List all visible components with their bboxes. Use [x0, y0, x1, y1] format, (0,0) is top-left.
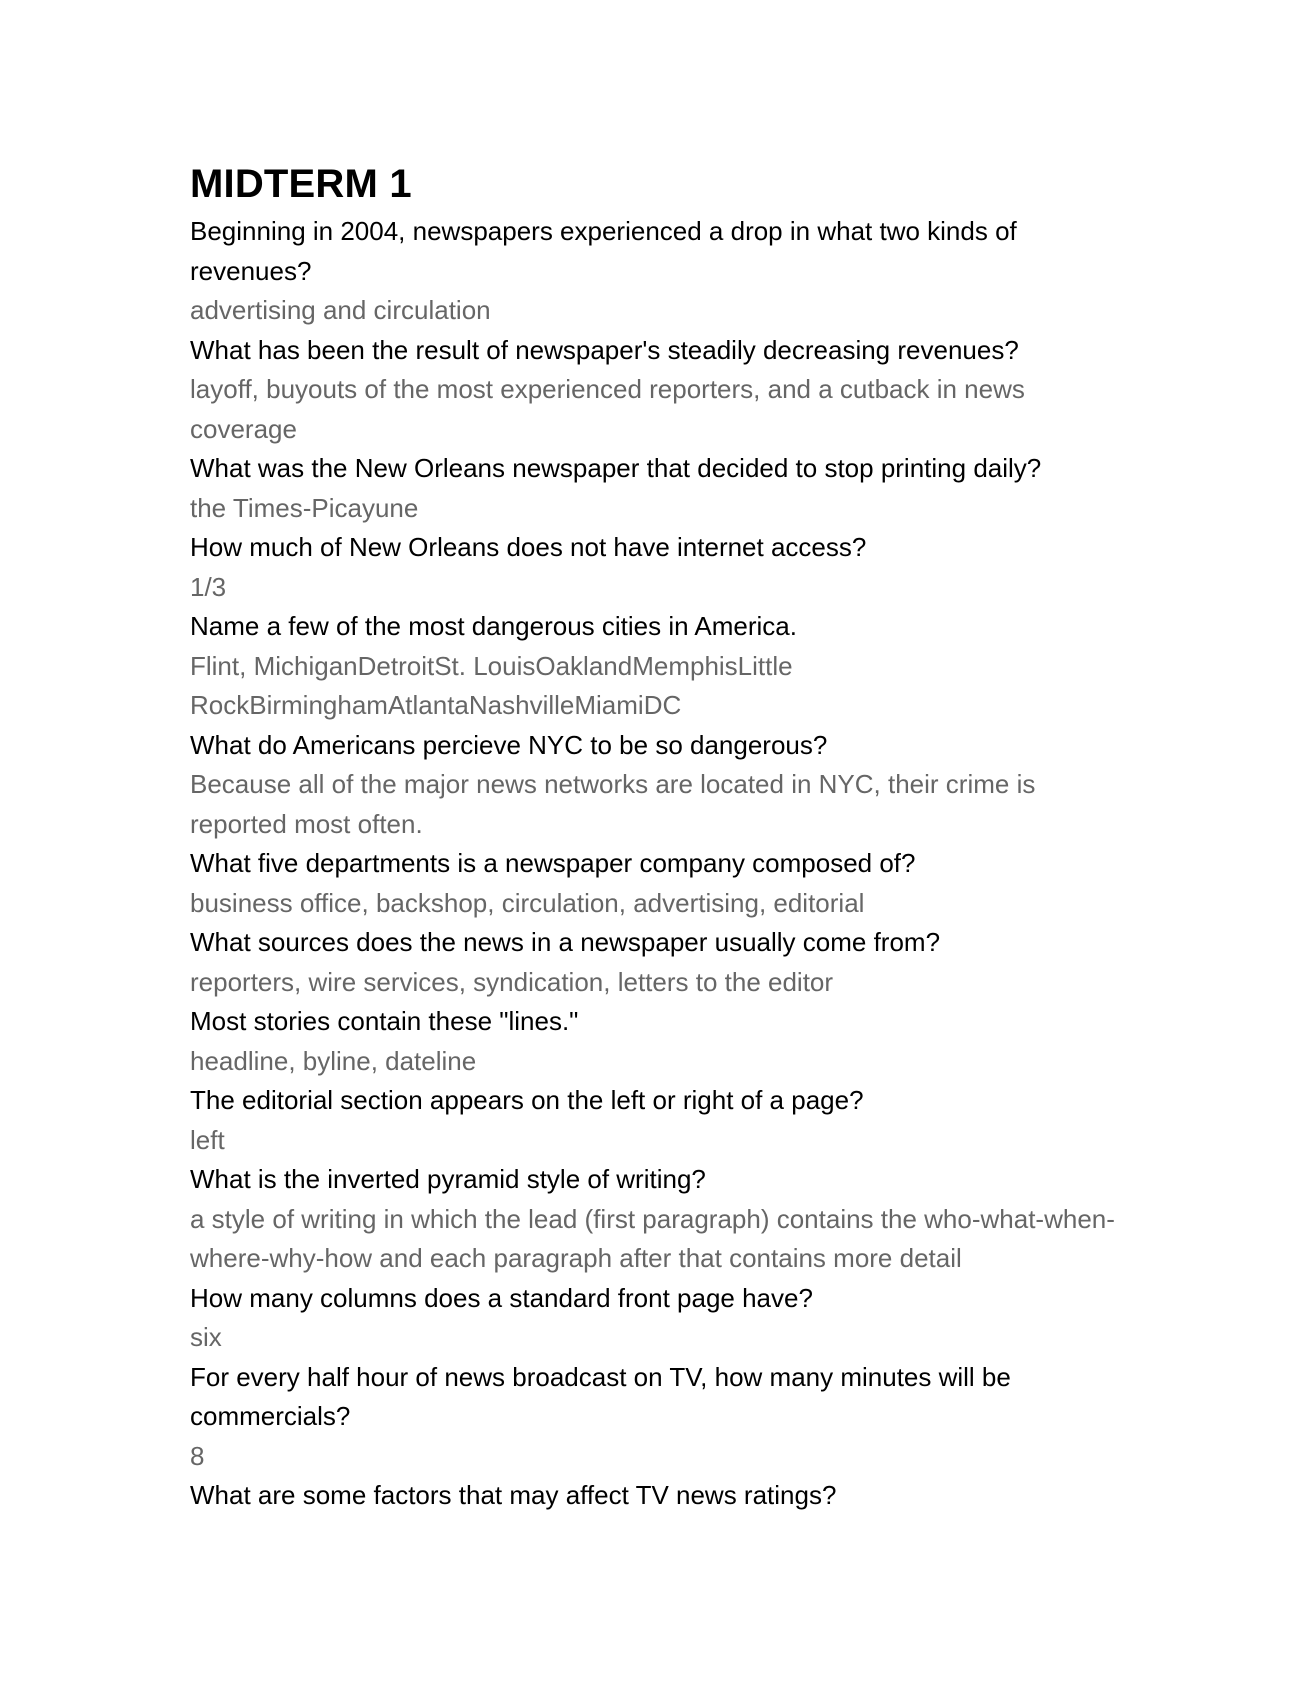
answer-text: headline, byline, dateline [190, 1045, 477, 1076]
answer-text: layoff, buyouts of the most experienced reporters, and a cutback in news coverage [190, 374, 1025, 444]
document-page [190, 160, 1130, 1516]
answer-text: a style of writing in which the lead (first paragraph) contains the who-what-when-where-why-how and each paragraph after that contains more detail [190, 1203, 1115, 1273]
question-text: What was the New Orleans newspaper that decided to stop printing daily? [190, 453, 1042, 483]
question-text: Most stories contain these "lines." [190, 1006, 579, 1036]
question-text: The editorial section appears on the left or right of a page? [190, 1085, 864, 1115]
question-text: What do Americans percieve NYC to be so dangerous? [190, 729, 828, 760]
answer-text: six [190, 1322, 222, 1352]
answer-text: Because all of the major news networks are located in NYC, their crime is reported most often. [190, 769, 1036, 839]
question-text: Name a few of the most dangerous cities in America. [190, 611, 797, 641]
answer-text: 8 [190, 1440, 205, 1471]
answer-text: reporters, wire services, syndication, letters to the editor [190, 966, 834, 997]
answer-text: left [190, 1124, 225, 1155]
question-text: What five departments is a newspaper company composed of? [190, 848, 916, 878]
answer-text: business office, backshop, circulation, advertising, editorial [190, 887, 865, 918]
question-text: Beginning in 2004, newspapers experienced a drop in what two kinds of revenues? [190, 216, 1017, 286]
answer-text: the Times-Picayune [190, 492, 419, 523]
answer-text: 1/3 [190, 571, 227, 602]
question-text: What sources does the news in a newspaper usually come from? [190, 927, 941, 957]
answer-text: Flint, MichiganDetroitSt. LouisOaklandMemphisLittle RockBirminghamAtlantaNashvilleMiamiDC [190, 650, 793, 720]
document-title: MIDTERM 1 [190, 162, 412, 206]
question-text: For every half hour of news broadcast on TV, how many minutes will be commercials? [190, 1361, 1011, 1431]
question-text: What is the inverted pyramid style of writing? [190, 1164, 706, 1194]
question-text: What are some factors that may affect TV news ratings? [190, 1480, 837, 1510]
question-text: How much of New Orleans does not have internet access? [190, 532, 867, 562]
qa-list [190, 212, 1130, 1516]
question-text: How many columns does a standard front page have? [190, 1282, 813, 1313]
answer-text: advertising and circulation [190, 295, 491, 325]
question-text: What has been the result of newspaper's steadily decreasing revenues? [190, 334, 1019, 365]
